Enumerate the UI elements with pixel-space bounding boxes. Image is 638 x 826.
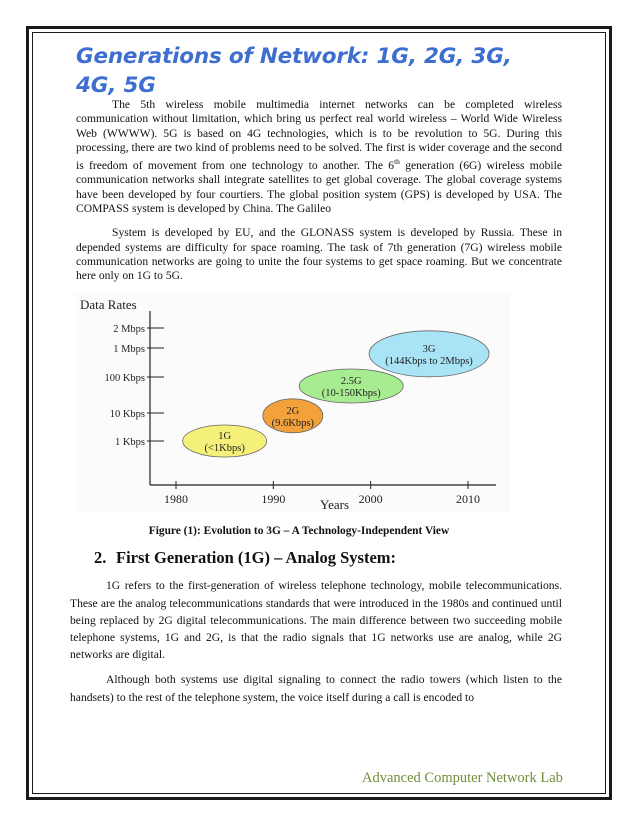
paragraph-1g-signaling: Although both systems use digital signaling to connect the radio towers (which listen to the handsets) to the rest of the telephone system, the voice itself during a call is encoded to: [70, 673, 562, 704]
document-content: [70, 42, 562, 706]
y-tick-label: 1 Mbps: [113, 344, 145, 356]
paragraph-intro-part-2: generation (6G) wireless mobile communication networks shall integrate satellites to get global coverage. The global coverage systems have been developed by four courtiers. The global position system (GPS) is developed by USA. The COMPASS system is developed by China. The Galileo: [76, 159, 562, 215]
section-title: First Generation (1G) – Analog System:: [116, 548, 397, 568]
page-title: [76, 42, 562, 100]
superscript-th: th: [394, 157, 400, 167]
paragraph-1g-definition: 1G refers to the first-generation of wireless telephone technology, mobile telecommunications. These are the analog telecommunications standards that were introduced in the 1980s and continued until being replaced by 2G digital telecommunications. The main difference between two succeeding mobile telephone systems, 1G and 2G, is that the radio signals that 1G networks use are analog, while 2G networks are digital.: [70, 579, 562, 662]
section-number: 2.: [94, 548, 107, 568]
data-point-sublabel: (10-150Kbps): [321, 388, 381, 400]
data-point-sublabel: (144Kbps to 2Mbps): [385, 356, 473, 368]
x-axis-label: Years: [320, 497, 350, 513]
y-tick-label: 2 Mbps: [113, 324, 145, 336]
title-line-2: 4G, 5G: [76, 73, 156, 98]
data-point-label: 3G: [422, 344, 436, 356]
paragraph-systems: System is developed by EU, and the GLONASS system is developed by Russia. These in depended systems are difficulty for space roaming. The task of 7th generation (7G) wireless mobile communication networks are going to unite the four systems to get space roaming. But we concentrate here only on 1G to 5G.: [76, 226, 562, 283]
x-tick-label: 1980: [164, 492, 188, 507]
data-point-sublabel: (<1Kbps): [204, 443, 245, 455]
y-axis-label: Data Rates: [80, 297, 137, 313]
paragraph-intro-part-1: The 5th wireless mobile multimedia internet networks can be completed wireless communication without limitation, which bring us perfect real world wireless – World Wide Wireless Web (WWWW). 5G is based on 4G technologies, which is to be revolution to 5G. During this processing, there are two kind of problems need to be solved. The first is wider coverage and the second is freedom of movement from one technology to another. The 6: [76, 98, 562, 173]
footer-lab-name: Advanced Computer Network Lab: [362, 770, 563, 786]
section-heading: [94, 548, 562, 568]
data-point-label: 2G: [286, 406, 300, 418]
y-tick-label: 10 Kbps: [109, 409, 145, 421]
x-tick-label: 1990: [261, 492, 286, 507]
x-tick-label: 2010: [456, 492, 480, 507]
y-tick-label: 1 Kbps: [114, 437, 145, 449]
data-point-sublabel: (9.6Kbps): [271, 418, 314, 430]
figure-caption: Figure (1): Evolution to 3G – A Technology-Independent View: [148, 525, 450, 538]
data-point-label: 1G: [218, 431, 232, 443]
data-rates-chart: [76, 293, 510, 513]
figure-chart: [76, 293, 510, 513]
x-tick-label: 2000: [358, 492, 383, 507]
title-line-1: Generations of Network: 1G, 2G, 3G,: [76, 44, 512, 69]
paragraph-intro: [76, 98, 562, 216]
y-tick-label: 100 Kbps: [104, 373, 145, 385]
data-point-label: 2.5G: [340, 376, 362, 388]
